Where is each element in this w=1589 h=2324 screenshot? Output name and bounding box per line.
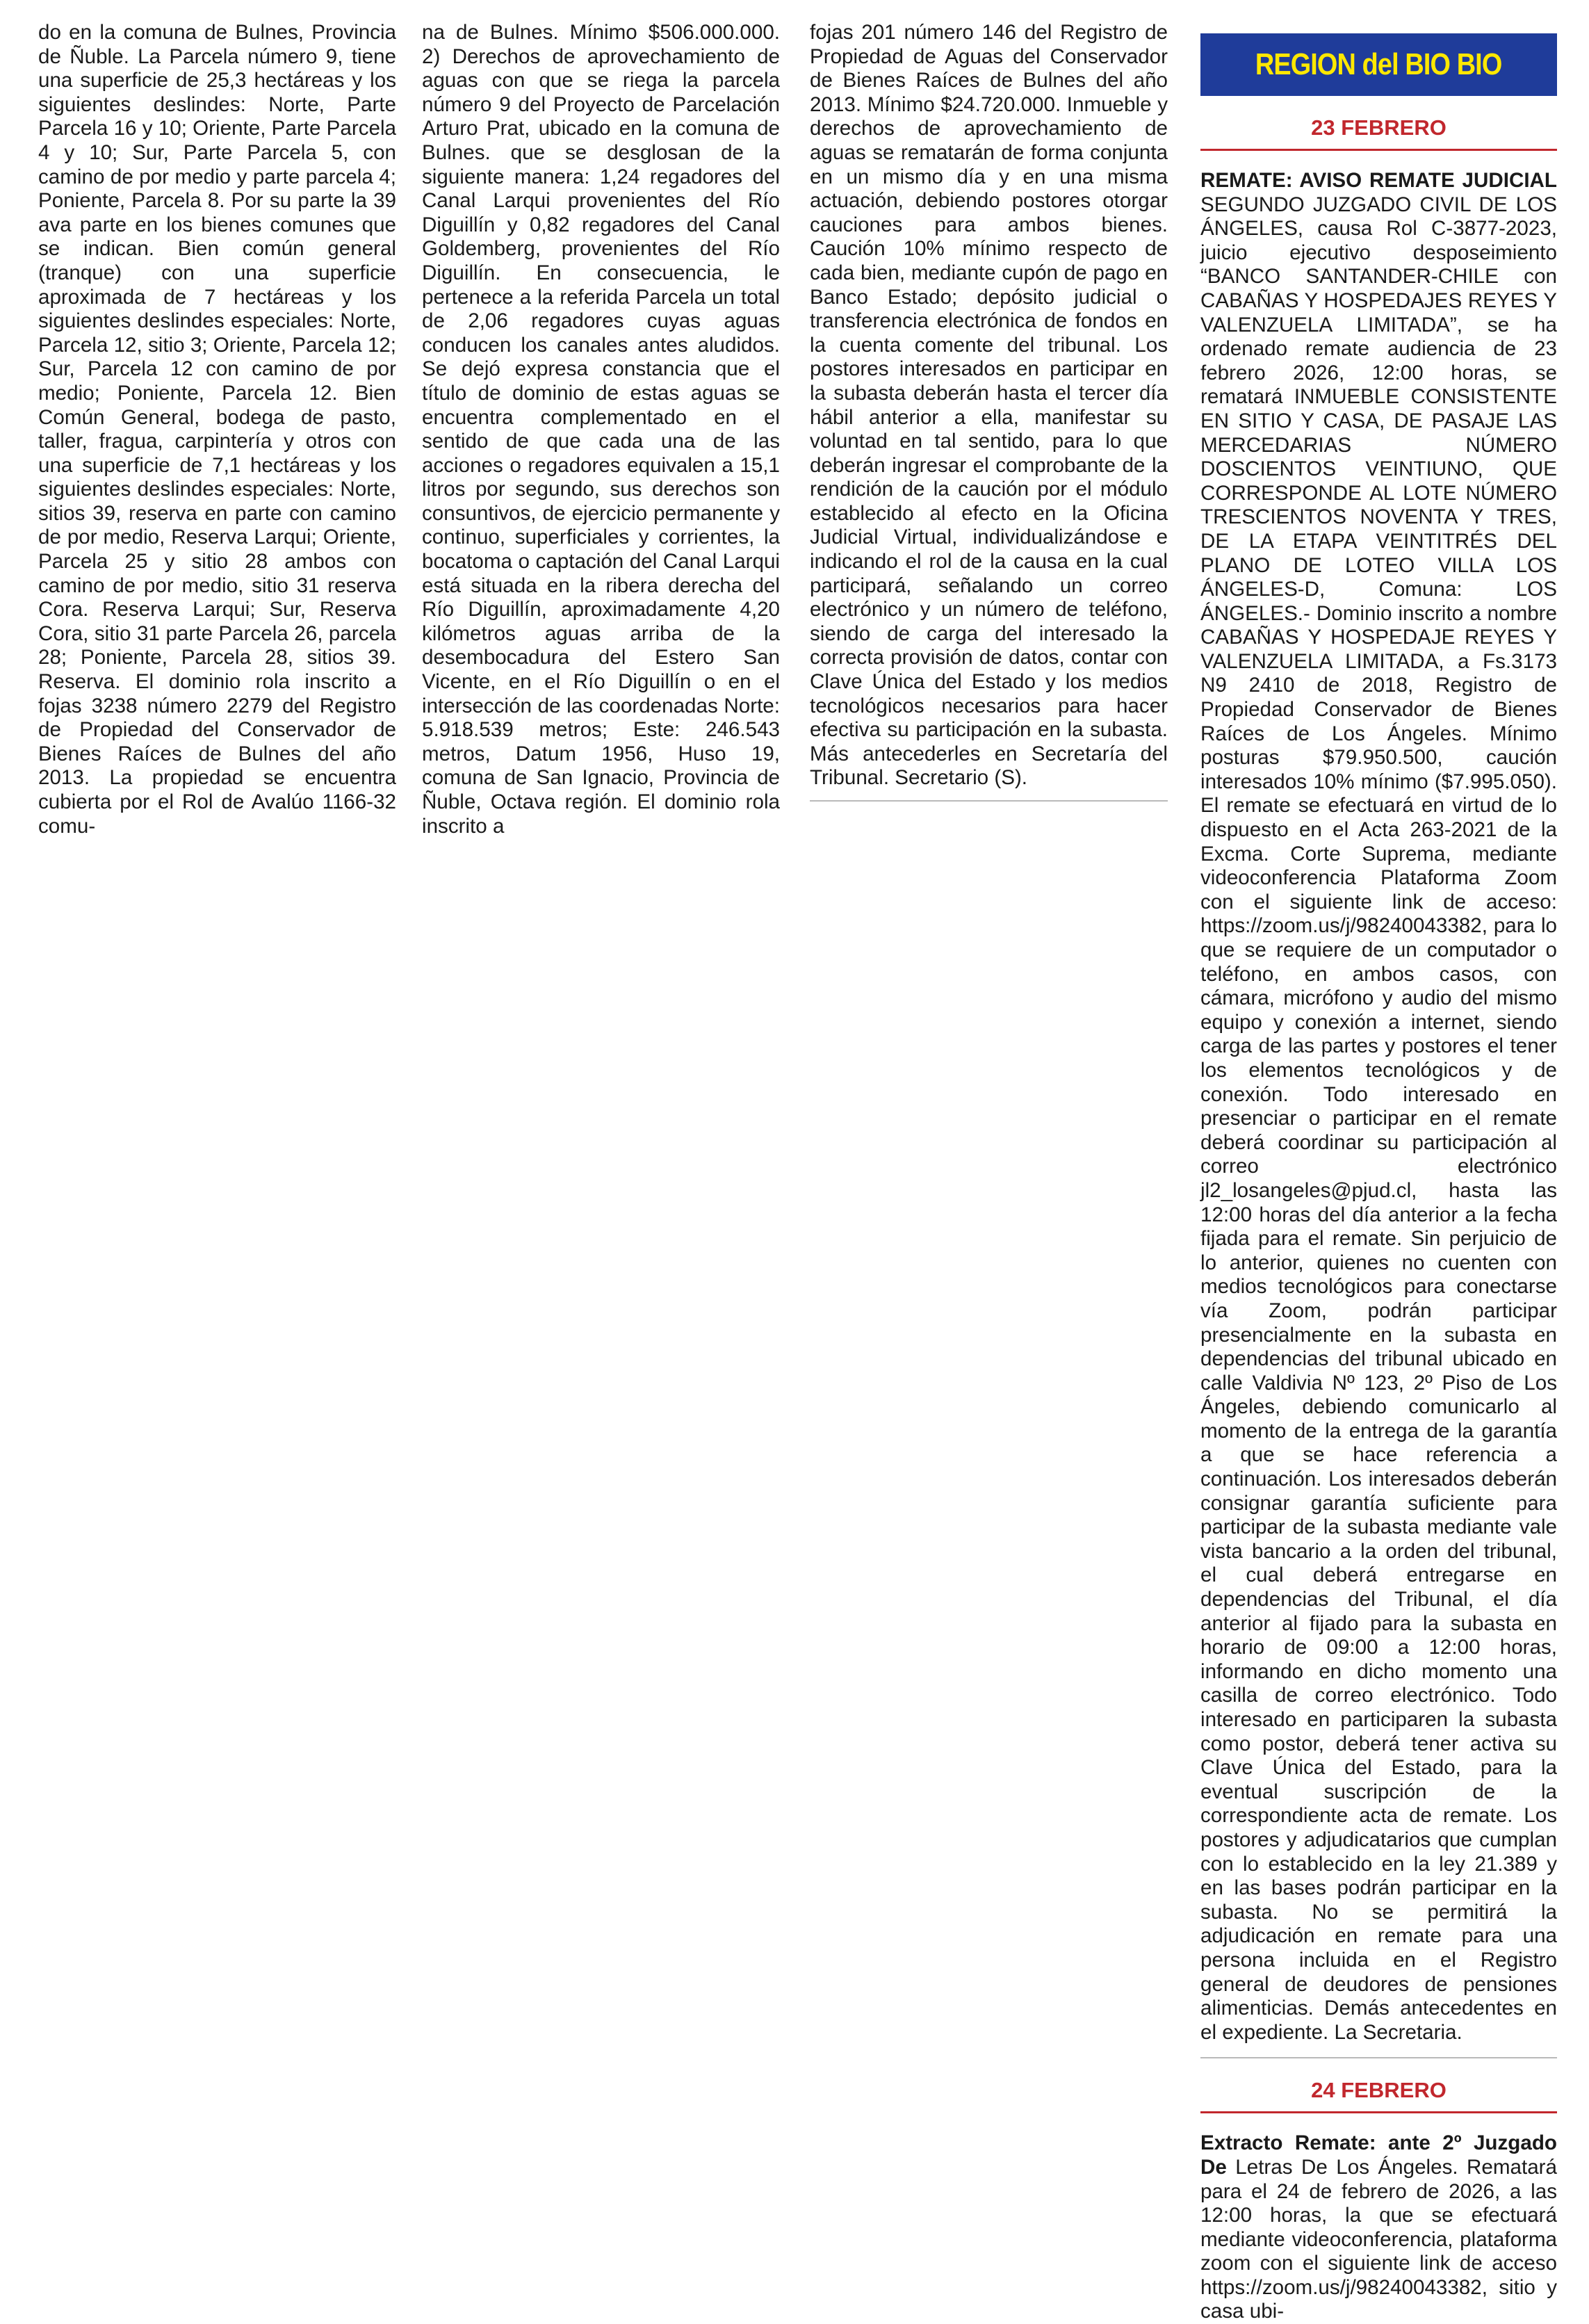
column-3-end-rule [810,800,1168,802]
notice-2-text [1200,2131,1557,2324]
region-banner-text: REGION del BIO BIO [1255,47,1502,81]
column-3 [810,21,1168,802]
column-2 [422,21,780,838]
notice-2-lead: Extracto Remate: ante 2º Juzgado De [1200,2131,1557,2179]
notice-1-body: SEGUNDO JUZGADO CIVIL DE LOS ÁNGELES, causa Rol C-3877-2023, juicio ejecutivo desposeimiento “BANCO SANTANDER-CHILE con CABAÑAS Y HOSPEDAJES REYES Y VALENZUELA LIMITADA”, se ha ordenado remate audiencia de 23 febrero 2026, 12:00 horas, se rematará INMUEBLE CONSISTENTE EN SITIO Y CASA, DE PASAJE LAS MERCEDARIAS NÚMERO DOSCIENTOS VEINTIUNO, QUE CORRESPONDE AL LOTE NÚMERO TRESCIENTOS NOVENTA Y TRES, DE LA ETAPA VEINTITRÉS DEL PLANO DE LOTEO VILLA LOS ÁNGELES-D, Comuna: LOS ÁNGELES.- Dominio inscrito a nombre CABAÑAS Y HOSPEDAJE REYES Y VALENZUELA LIMITADA, a Fs.3173 N9 2410 de 2018, Registro de Propiedad Conservador de Bienes Raíces de Los Ángeles. Mínimo posturas $79.950.500, caución interesados 10% mínimo ($7.995.050). El remate se efectuará en virtud de lo dispuesto en el Acta 263-2021 de la Excma. Corte Suprema, mediante videoconferencia Plataforma Zoom con el siguiente link de acceso: https://zoom.us/j/98240043382, para lo que se requiere de un computador o teléfono, en ambos casos, con cámara, micrófono y audio del mismo equipo y conexión a internet, siendo carga de las partes y postores el tener los elementos tecnológicos y de conexión. Todo interesado en presenciar o participar en el remate deberá coordinar su participación al correo electrónico jl2_losangeles@pjud.cl, hasta las 12:00 horas del día anterior a la fecha fijada para el remate. Sin perjuicio de lo anterior, quienes no cuenten con medios tecnológicos para conectarse vía Zoom, podrán participar presencialmente en la subasta en dependencias del tribunal ubicado en calle Valdivia Nº 123, 2º Piso de Los Ángeles, debiendo comunicarlo al momento de la entrega de la garantía a que se hace referencia a continuación. Los interesados deberán consignar garantía suficiente para participar de la subasta mediante vale vista bancario a la orden del tribunal, el cual deberá entregarse en dependencias del Tribunal, el día anterior al fijado para la subasta en horario de 09:00 a 12:00 horas, informando en dicho momento una casilla de correo electrónico. Todo interesado en participaren la subasta como postor, deberá tener activa su Clave Única del Estado, para la eventual suscripción de la correspondiente acta de remate. Los postores y adjudicatarios que cumplan con lo establecido en la ley 21.389 y en las bases podrán participar en la subasta. No se permitirá la adjudicación en remate para una persona incluida en el Registro general de deudores de pensiones alimenticias. Demás antecedentes en el expediente. La Secretaria. [1200,193,1557,2044]
notice-2-body: Letras De Los Ángeles. Rematará para el 24 de febrero de 2026, a las 12:00 horas, la que se efectuará mediante videoconferencia, plataforma zoom con el siguiente link de acceso https://zoom.us/j/98240043382, sitio y casa ubi- [1200,2155,1557,2323]
notice-1-lead: REMATE: AVISO REMATE JUDICIAL [1200,169,1557,192]
column-1-text: do en la comuna de Bulnes, Provincia de Ñuble. La Parcela número 9, tiene una superficie de 25,3 hectáreas y los siguientes deslindes: Norte, Parte Parcela 16 y 10; Oriente, Parte Parcela 4 y 10; Sur, Parte Parcela 5, con camino de por medio y parte parcela 4; Poniente, Parcela 8. Por su parte la 39 ava parte en los bienes comunes que se indican. Bien común general (tranque) con una superficie aproximada de 7 hectáreas y los siguientes deslindes especiales: Norte, Parcela 12, sitio 3; Oriente, Parcela 12; Sur, Parcela 12 con camino de por medio; Poniente, Parcela 12. Bien Común General, bodega de pasto, taller, fragua, carpintería y otros con una superficie de 7,1 hectáreas y los siguientes deslindes especiales: Norte, sitios 39, reserva en parte con camino de por medio, Reserva Larqui; Oriente, Parcela 25 y sitio 28 ambos con camino de por medio, sitio 31 reserva Cora. Reserva Larqui; Sur, Reserva Cora, sitio 31 parte Parcela 26, parcela 28; Poniente, Parcela 28, sitios 39. Reserva. El dominio rola inscrito a fojas 3238 número 2279 del Registro de Propiedad del Conservador de Bienes Raíces de Bulnes del año 2013. La propiedad se encuentra cubierta por el Rol de Avalúo 1166-32 comu- [38,21,396,838]
column-2-text: na de Bulnes. Mínimo $506.000.000. 2) Derechos de aprovechamiento de aguas con que se riega la parcela número 9 del Proyecto de Parcelación Arturo Prat, ubicado en la comuna de Bulnes. que se desglosan de la siguiente manera: 1,24 regadores del Canal Larqui provenientes del Río Diguillín y 0,82 regadores del Canal Goldemberg, provenientes del Río Diguillín. En consecuencia, le pertenece a la referida Parcela un total de 2,06 regadores cuyas aguas conducen los canales antes aludidos. Se dejó expresa constancia que el título de dominio de estas aguas se encuentra complementado en el sentido de que cada una de las acciones o regadores equivalen a 15,1 litros por segundo, sus derechos son consuntivos, de ejercicio permanente y continuo, superficiales y corrientes, la bocatoma o captación del Canal Larqui está situada en la ribera derecha del Río Diguillín, aproximadamente 4,20 kilómetros aguas arriba de la desembocadura del Estero San Vicente, en el Río Diguillín o en el intersección de las coordenadas Norte: 5.918.539 metros; Este: 246.543 metros, Datum 1956, Huso 19, comuna de San Ignacio, Provincia de Ñuble, Octava región. El dominio rola inscrito a [422,21,780,838]
notice-2-date-heading: 24 FEBRERO [1311,2078,1447,2103]
region-banner [1200,33,1557,96]
notice-1-date-heading: 23 FEBRERO [1311,115,1447,140]
notice-2-date-rule [1200,2111,1557,2113]
column-4-notices [1200,21,1557,2324]
column-3-text: fojas 201 número 146 del Registro de Propiedad de Aguas del Conservador de Bienes Raíces de Bulnes del año 2013. Mínimo $24.720.000. Inmueble y derechos de aprovechamiento de aguas se rematarán de forma conjunta en un mismo día y en una misma actuación, debiendo postores otorgar cauciones para ambos bienes. Caución 10% mínimo respecto de cada bien, mediante cupón de pago en Banco Estado; depósito judicial o transferencia electrónica de fondos en la cuenta comente del tribunal. Los postores interesados en participar en la subasta deberán hasta el tercer día hábil anterior a ella, manifestar su voluntad en tal sentido, para lo que deberán ingresar el comprobante de la rendición de la caución por el módulo establecido al efecto en la Oficina Judicial Virtual, individualizándose e indicando el rol de la causa en la cual participará, señalando un correo electrónico y un número de teléfono, siendo de carga del interesado la correcta provisión de datos, contar con Clave Única del Estado y los medios tecnológicos necesarios para hacer efectiva su participación en la subasta. Más antecederles en Secretaría del Tribunal. Secretario (S). [810,21,1168,790]
notice-1-text [1200,169,1557,2045]
notice-1-date-rule [1200,149,1557,151]
column-1 [38,21,396,838]
notice-separator [1200,2057,1557,2058]
